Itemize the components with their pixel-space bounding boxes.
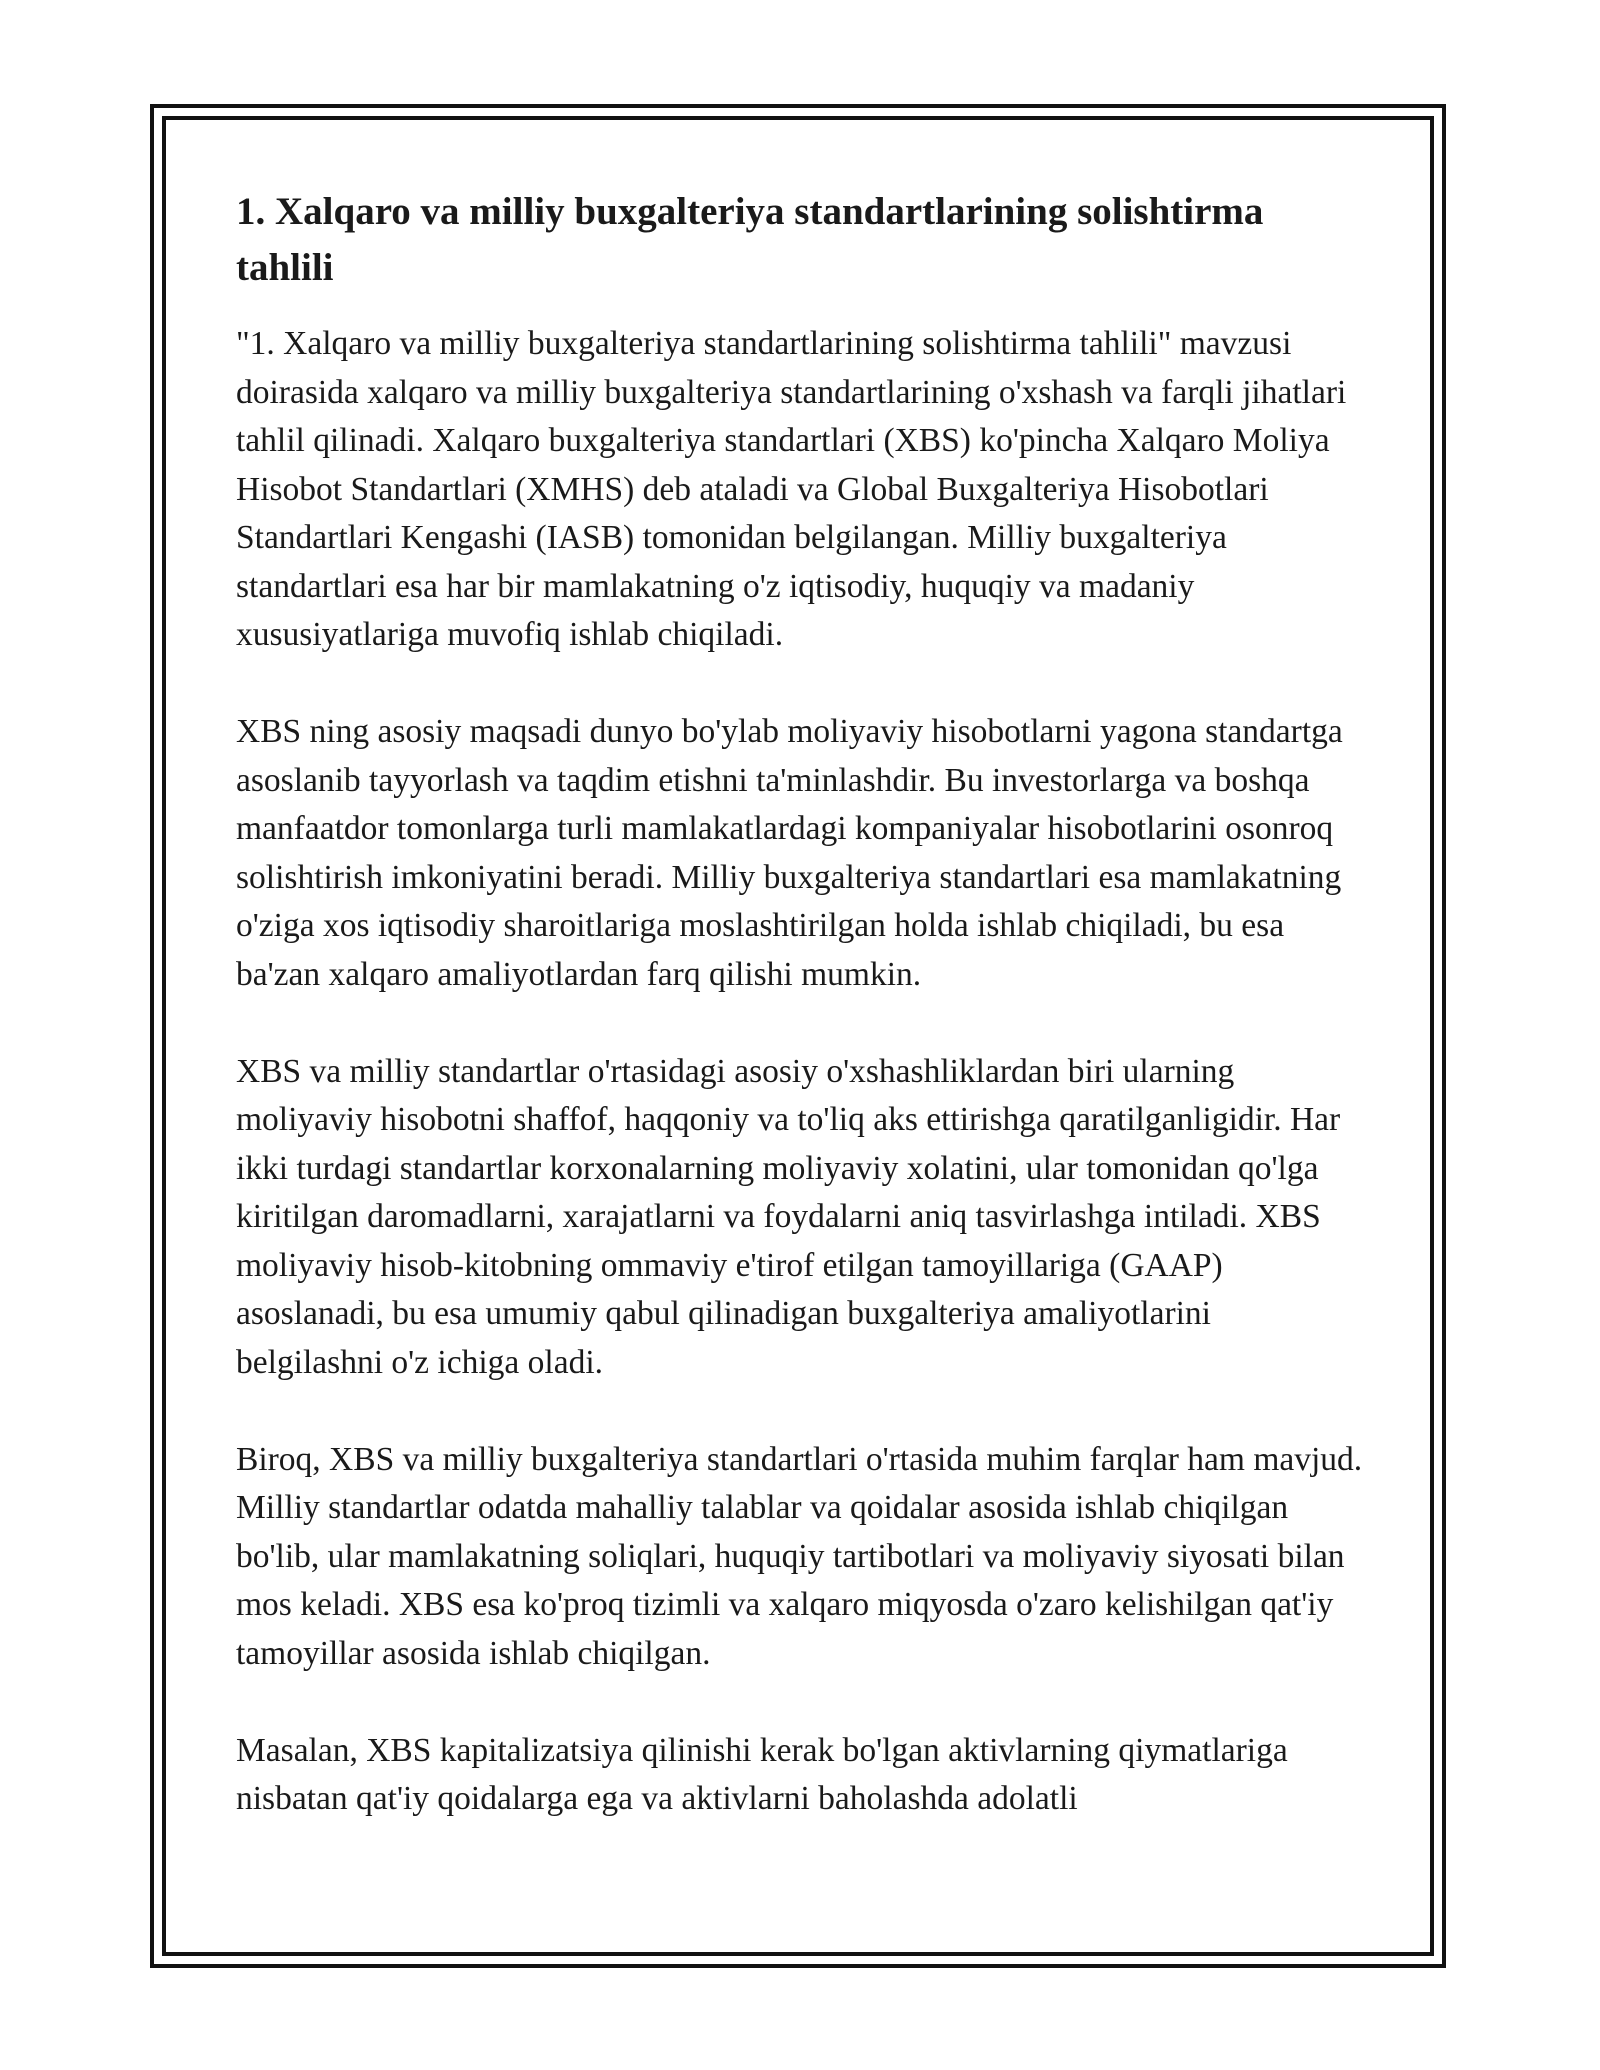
paragraph-1: "1. Xalqaro va milliy buxgalteriya standartlarining solishtirma tahlili" mavzusi doirasida xalqaro va milliy buxgalteriya standartlarining o'xshash va farqli jihatlari tahlil qilinadi. Xalqaro buxgalteriya standartlari (XBS) ko'pincha Xalqaro Moliya Hisobot Standartlari (XMHS) deb ataladi va Global Buxgalteriya Hisobotlari Standartlari Kengashi (IASB) tomonidan belgilangan. Milliy buxgalteriya standartlari esa har bir mamlakatning o'z iqtisodiy, huquqiy va madaniy xususiyatlariga muvofiq ishlab chiqiladi. [236, 325, 1347, 653]
document-body [236, 184, 1366, 1824]
paragraph-4: Biroq, XBS va milliy buxgalteriya standartlari o'rtasida muhim farqlar ham mavjud. Milliy standartlar odatda mahalliy talablar va qoidalar asosida ishlab chiqilgan bo'lib, ular mamlakatning soliqlari, huquqiy tartibotlari va moliyaviy siyosati bilan mos keladi. XBS esa ko'proq tizimli va xalqaro miqyosda o'zaro kelishilgan qat'iy tamoyillar asosida ishlab chiqilgan. [236, 1440, 1363, 1672]
document-title: 1. Xalqaro va milliy buxgalteriya standartlarining solishtirma tahlili [236, 190, 1264, 289]
paragraph-2: XBS ning asosiy maqsadi dunyo bo'ylab moliyaviy hisobotlarni yagona standartga asoslanib tayyorlash va taqdim etishni ta'minlashdir. Bu investorlarga va boshqa manfaatdor tomonlarga turli mamlakatlardagi kompaniyalar hisobotlarini osonroq solishtirish imkoniyatini beradi. Milliy buxgalteriya standartlari esa mamlakatning o'ziga xos iqtisodiy sharoitlariga moslashtirilgan holda ishlab chiqiladi, bu esa ba'zan xalqaro amaliyotlardan farq qilishi mumkin. [236, 713, 1343, 993]
paragraph-3: XBS va milliy standartlar o'rtasidagi asosiy o'xshashliklardan biri ularning moliyaviy hisobotni shaffof, haqqoniy va to'liq aks ettirishga qaratilganligidir. Har ikki turdagi standartlar korxonalarning moliyaviy xolatini, ular tomonidan qo'lga kiritilgan daromadlarni, xarajatlarni va foydalarni aniq tasvirlashga intiladi. XBS moliyaviy hisob-kitobning ommaviy e'tirof etilgan tamoyillariga (GAAP) asoslanadi, bu esa umumiy qabul qilinadigan buxgalteriya amaliyotlarini belgilashni o'z ichiga oladi. [236, 1052, 1341, 1381]
paragraph-5: Masalan, XBS kapitalizatsiya qilinishi kerak bo'lgan aktivlarning qiymatlariga nisbatan qat'iy qoidalarga ega va aktivlarni baholashda adolatli [236, 1731, 1288, 1817]
